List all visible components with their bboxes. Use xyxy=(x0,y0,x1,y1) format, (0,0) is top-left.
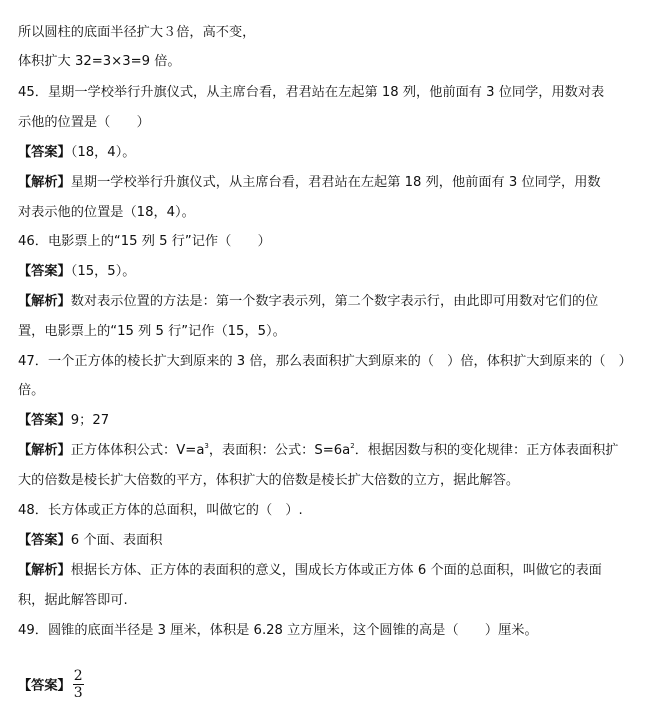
answer-tag: 【答案】 xyxy=(18,533,71,548)
text-line: 大的倍数是棱长扩大倍数的平方，体积扩大的倍数是棱长扩大倍数的立方，据此解答。 xyxy=(18,473,520,488)
analysis-tag: 【解析】 xyxy=(18,563,71,578)
answer-text: 9；27 xyxy=(70,413,110,428)
analysis-tag: 【解析】 xyxy=(18,443,71,458)
question-45: 45．星期一学校举行升旗仪式，从主席台看，君君站在左起第 18 列，他前面有 3 位同学，用数对表 xyxy=(18,85,605,100)
analysis-text: 星期一学校举行升旗仪式，从主席台看，君君站在左起第 18 列，他前面有 3 位同学，用数 xyxy=(70,175,601,190)
text-line: 积，据此解答即可. xyxy=(18,593,128,608)
answer-tag: 【答案】 xyxy=(18,145,71,160)
answer-text: （15，5）。 xyxy=(70,264,136,279)
analysis-text: ．根据因数与积的变化规律：正方体表面积扩 xyxy=(354,443,619,458)
answer-text: （18，4）。 xyxy=(70,145,136,160)
text-line: 体积扩大 32=3×3=9 倍。 xyxy=(18,54,181,69)
answer-tag: 【答案】 xyxy=(18,678,71,694)
text-line: 置，电影票上的“15 列 5 行”记作（15，5）。 xyxy=(18,324,286,339)
text-line: 所以圆柱的底面半径扩大３倍，高不变， xyxy=(18,25,256,40)
answer-45 xyxy=(18,143,135,163)
answer-tag: 【答案】 xyxy=(18,413,71,428)
text-line: 示他的位置是（ ） xyxy=(18,115,150,130)
fraction xyxy=(73,669,84,700)
analysis-45 xyxy=(18,173,601,193)
superscript: 2 xyxy=(350,442,355,450)
analysis-text: 正方体体积公式：V=a xyxy=(70,443,205,458)
answer-49 xyxy=(18,670,84,703)
question-49: 49．圆锥的底面半径是 3 厘米，体积是 6.28 立方厘米，这个圆锥的高是（ ）厘米。 xyxy=(18,623,538,638)
analysis-text: 根据长方体、正方体的表面积的意义，围成长方体或正方体 6 个面的总面积，叫做它的表面 xyxy=(70,563,602,578)
superscript: 3 xyxy=(204,442,209,450)
analysis-48 xyxy=(18,561,602,581)
answer-48 xyxy=(18,531,162,551)
analysis-text: 数对表示位置的方法是：第一个数字表示列，第二个数字表示行，由此即可用数对它们的位 xyxy=(70,294,599,309)
text-line: 倍。 xyxy=(18,383,45,398)
analysis-text: ，表面积：公式：S=6a xyxy=(208,443,351,458)
analysis-46 xyxy=(18,292,598,312)
question-47: 47．一个正方体的棱长扩大到原来的 3 倍，那么表面积扩大到原来的（ ）倍，体积扩大到原来的（ ） xyxy=(18,354,632,369)
analysis-tag: 【解析】 xyxy=(18,294,71,309)
text-line: 对表示他的位置是（18，4）。 xyxy=(18,205,195,220)
fraction-denominator: 3 xyxy=(73,685,83,701)
question-48: 48．长方体或正方体的总面积，叫做它的（ ）. xyxy=(18,503,303,518)
answer-46 xyxy=(18,262,135,282)
fraction-numerator: 2 xyxy=(73,668,83,684)
answer-47 xyxy=(18,411,109,431)
answer-text: 6 个面、表面积 xyxy=(70,533,163,548)
analysis-tag: 【解析】 xyxy=(18,175,71,190)
question-46: 46．电影票上的“15 列 5 行”记作（ ） xyxy=(18,234,271,249)
analysis-47 xyxy=(18,441,619,461)
answer-tag: 【答案】 xyxy=(18,264,71,279)
